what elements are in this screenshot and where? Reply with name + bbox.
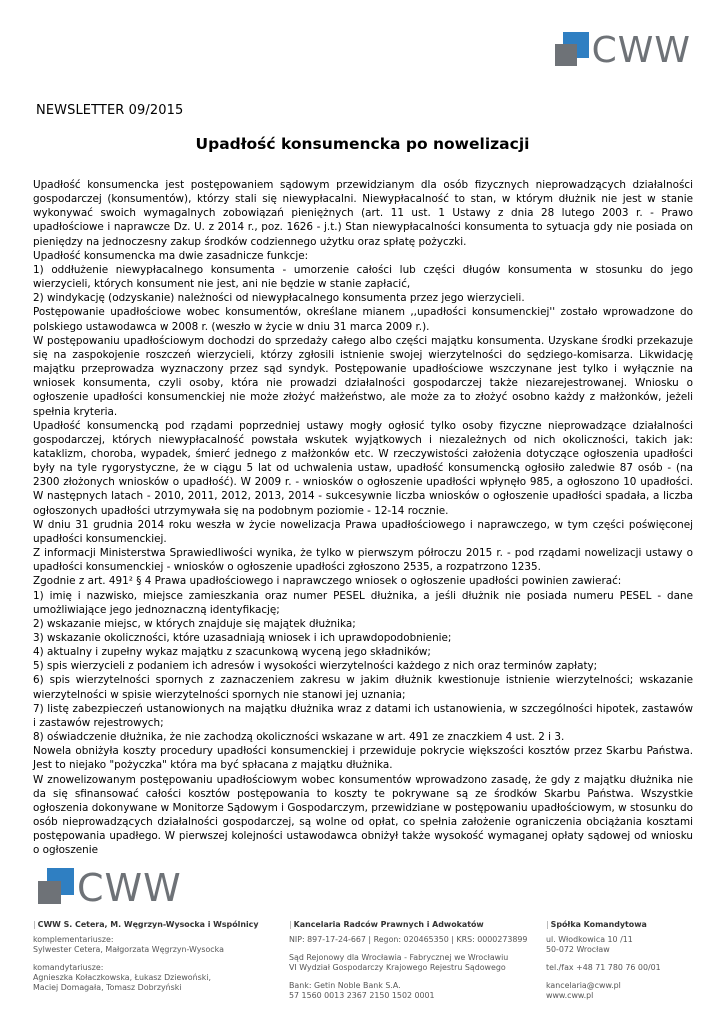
footer-heading: | Spółka Komandytowa xyxy=(546,920,647,929)
footer-line[interactable]: www.cww.pl xyxy=(546,991,594,1000)
footer-column-contact xyxy=(546,920,661,1009)
paragraph: Upadłość konsumencka jest postępowaniem sądowym przewidzianym dla osób fizycznych nieprowadzących działalności gospodarczej (konsumentów), którzy stali się niewypłacalni. Niewypłacalność to stan, w którym dłużnik nie jest w stanie wykonywać swoich wymagalnych zobowiązań pieniężnych (art. 11 ust. 1 Ustawy z dnia 28 lutego 2003 r. - Prawo upadłościowe i naprawcze Dz. U. z 2014 r., poz. 1626 - j.t.) Stan niewypłacalności konsumenta to sytuacja gdy nie posiada on pieniędzy na jednoczesny zakup środków codziennego użytku oraz spłatę pożyczki. xyxy=(33,179,693,248)
footer-line: 50-072 Wrocław xyxy=(546,945,610,954)
footer-line: Maciej Domagała, Tomasz Dobrzyński xyxy=(33,983,182,992)
paragraph: W dniu 31 grudnia 2014 roku weszła w życie nowelizacja Prawa upadłościowego i naprawczego, w tym części poświęconej upadłości konsumenckiej. xyxy=(33,518,693,545)
paragraph: 5) spis wierzycieli z podaniem ich adresów i wysokości wierzytelności każdego z nich oraz terminów zapłaty; xyxy=(33,660,598,673)
paragraph: 2) wskazanie miejsc, w których znajduje się majątek dłużnika; xyxy=(33,617,356,630)
paragraph: Nowela obniżyła koszty procedury upadłości konsumenckiej i przewiduje pokrycie większości kosztów przez Skarbu Państwa. Jest to niejako "pożyczka" która ma być spłacana z majątku dłużnika. xyxy=(33,745,693,772)
paragraph: 6) spis wierzytelności spornych z zaznaczeniem zakresu w jakim dłużnik kwestionuje istnienie wierzytelności; wskazanie wierzytelności w spisie wierzytelności spornych nie stanowi jej uznania; xyxy=(33,674,693,701)
article-title: Upadłość konsumencka po nowelizacji xyxy=(195,135,530,153)
footer-line: tel./fax +48 71 780 76 00/01 xyxy=(546,963,661,972)
paragraph: Z informacji Ministerstwa Sprawiedliwości wynika, że tylko w pierwszym półroczu 2015 r. - pod rządami nowelizacji ustawy o upadłości konsumenckiej - wniosków o ogłoszenie upadłości zgłoszono 2535, a rozpatrzono 1235. xyxy=(33,547,693,574)
paragraph: Postępowanie upadłościowe wobec konsumentów, określane mianem ,,upadłości konsumenckiej'' zostało wprowadzone do polskiego ustawodawca w 2008 r. (weszło w życie w dniu 31 marca 2009 r.). xyxy=(33,306,693,333)
footer-heading: | CWW S. Cetera, M. Węgrzyn-Wysocka i Wspólnicy xyxy=(33,920,259,929)
paragraph: Upadłość konsumencką pod rządami poprzedniej ustawy mogły ogłosić tylko osoby fizyczne nieprowadzące działalności gospodarczej, których niewypłacalność powstała wskutek wyjątkowych i niezależnych od nich okoliczności, takich jak: kataklizm, choroba, wypadek, śmierć jednego z małżonków etc. W rzeczywistości założenia dotyczące ogłoszenia upadłości były na tyle rygorystyczne, że w ciągu 5 lat od uchwalenia ustaw, upadłość konsumencką ogłosiło zaledwie 87 osób - (na 2300 złożonych wniosków o upadłość). W 2009 r. - wniosków o ogłoszenie upadłości wpłynęło 985, a ogłoszono 10 upadłości. W następnych latach - 2010, 2011, 2012, 2013, 2014 - sukcesywnie liczba wniosków o ogłoszenie upadłości spadała, a liczba ogłoszonych upadłości utrzymywała się na podobnym poziomie - 12-14 rocznie. xyxy=(33,419,693,517)
cww-logo-top xyxy=(555,30,691,71)
cww-logo-text: CWW xyxy=(77,866,182,910)
paragraph: 4) aktualny i zupełny wykaz majątku z szacunkową wyceną jego składników; xyxy=(33,646,431,659)
paragraph: 8) oświadczenie dłużnika, że nie zachodzą okoliczności wskazane w art. 491 ze znaczkiem 4 ust. 2 i 3. xyxy=(33,731,565,744)
article-body xyxy=(33,178,693,857)
footer-heading: | Kancelaria Radców Prawnych i Adwokatów xyxy=(289,920,484,929)
footer-column-company xyxy=(33,920,258,1001)
footer-line: NIP: 897-17-24-667 | Regon: 020465350 | KRS: 0000273899 xyxy=(289,935,528,944)
footer-line[interactable]: kancelaria@cww.pl xyxy=(546,981,621,990)
paragraph: Upadłość konsumencka ma dwie zasadnicze funkcje: xyxy=(33,249,309,262)
footer-line: VI Wydział Gospodarczy Krajowego Rejestru Sądowego xyxy=(289,963,506,972)
footer-line: Agnieszka Kołaczkowska, Łukasz Dziewoński, xyxy=(33,973,212,982)
cww-logo-mark xyxy=(555,32,589,66)
footer-line: komandytariusze: xyxy=(33,963,104,972)
footer-line: Sylwester Cetera, Małgorzata Węgrzyn-Wysocka xyxy=(33,945,224,954)
paragraph: 3) wskazanie okoliczności, które uzasadniają wniosek i ich uprawdopodobnienie; xyxy=(33,632,452,644)
footer-line: komplementariusze: xyxy=(33,935,114,944)
footer-line: ul. Włodkowica 10 /11 xyxy=(546,935,633,944)
paragraph: 1) imię i nazwisko, miejsce zamieszkania oraz numer PESEL dłużnika, a jeśli dłużnik nie posiada numeru PESEL - dane umożliwiające jego jednoznaczną identyfikację; xyxy=(33,589,693,616)
footer-column-registry xyxy=(289,920,527,1009)
paragraph: Zgodnie z art. 491² § 4 Prawa upadłościowego i naprawczego wniosek o ogłoszenie upadłości powinien zawierać: xyxy=(33,575,622,588)
cww-logo-bottom xyxy=(38,866,182,910)
paragraph: W znowelizowanym postępowaniu upadłościowym wobec konsumentów wprowadzono zasadę, że gdy z majątku dłużnika nie da się sfinansować całości kosztów postępowania to koszty te pokrywane są ze środków Skarbu Państwa. Wszystkie ogłoszenia dokonywane w Monitorze Sądowym i Gospodarczym, przewidziane w postępowaniu upadłościowym, w stosunku do osób nieprowadzących działalności gospodarczej, są wolne od opłat, co spełnia założenie ograniczenia obciążania kosztami postępowania upadłego. W pierwszej kolejności ustawodawca obniżył także wysokość wymaganej opłaty sądowej od wniosku o ogłoszenie xyxy=(33,773,693,857)
paragraph: 7) listę zabezpieczeń ustanowionych na majątku dłużnika wraz z datami ich ustanowienia, w szczególności hipotek, zastawów i zastawów rejestrowych; xyxy=(33,702,693,729)
paragraph: W postępowaniu upadłościowym dochodzi do sprzedaży całego albo części majątku konsumenta. Uzyskane środki przekazuje się na zaspokojenie roszczeń wierzycieli, którzy zgłosili istnienie swojej wierzytelności do sędziego-komisarza. Likwidację majątku przeprowadza wyznaczony przez sąd syndyk. Postępowanie upadłościowe wszczynane jest tylko i wyłącznie na wniosek konsumenta, czyli osoby, która nie prowadzi działalności gospodarczej także niezarejestrowanej. Wniosku o ogłoszenie upadłości konsumenckiej nie może złożyć małżeństwo, ale może za to złożyć osobno każdy z małżonków, jeżeli spełnia kryteria. xyxy=(33,334,693,418)
cww-logo-mark xyxy=(38,868,74,904)
footer-line: Bank: Getin Noble Bank S.A. xyxy=(289,981,401,990)
paragraph: 2) windykację (odzyskanie) należności od niewypłacalnego konsumenta przez jego wierzycieli. xyxy=(33,292,525,305)
newsletter-number: NEWSLETTER 09/2015 xyxy=(36,103,184,118)
paragraph: 1) oddłużenie niewypłacalnego konsumenta - umorzenie całości lub części długów konsumenta w stosunku do jego wierzycieli, których konsument nie jest, ani nie będzie w stanie zapłacić, xyxy=(33,263,693,291)
footer-line: 57 1560 0013 2367 2150 1502 0001 xyxy=(289,991,435,1000)
footer-line: Sąd Rejonowy dla Wrocławia - Fabrycznej we Wrocławiu xyxy=(289,953,509,962)
cww-logo-text: CWW xyxy=(591,30,691,71)
